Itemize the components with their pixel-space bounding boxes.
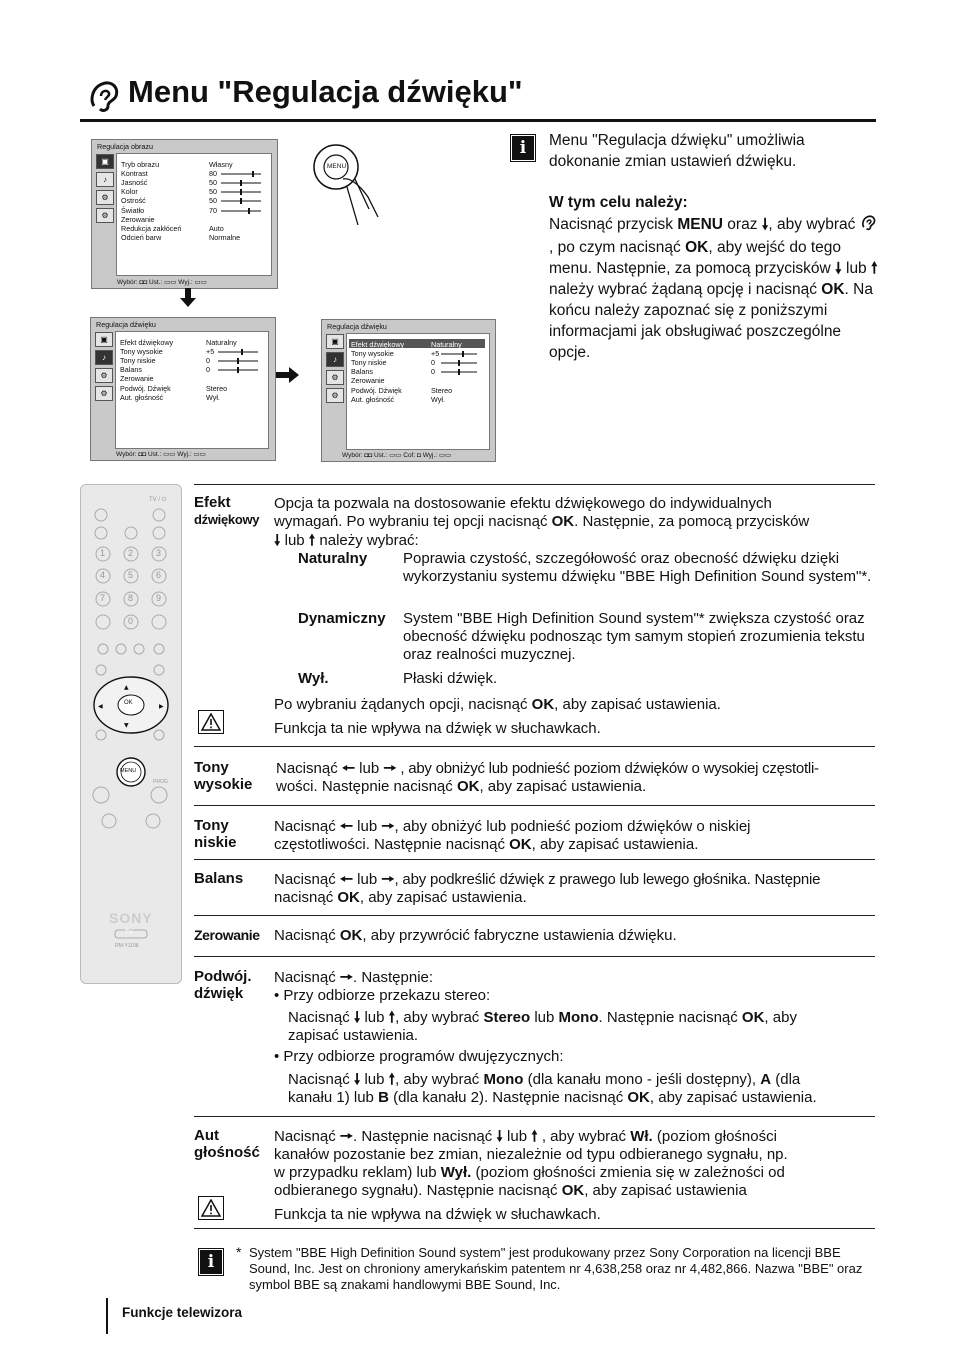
footnote-star: *	[236, 1244, 242, 1260]
menu-row-label[interactable]: Podwój. Dźwięk	[120, 383, 171, 393]
page-title: Menu "Regulacja dźwięku"	[128, 74, 523, 109]
picture-menu-icon: ▣	[96, 154, 114, 169]
dynamiczny-text: System "BBE High Definition Sound system"* zwiększa czystość oraz obecność dźwięku podnosząc tym samym stopień zrozumienia tekstu oraz realności muzycznej.	[403, 610, 865, 663]
screen-title: Regulacja obrazu	[97, 142, 153, 151]
remote-number-key[interactable]: 0	[128, 616, 134, 626]
menu-row-label[interactable]: Światło	[121, 205, 145, 215]
menu-row-level-marker	[237, 358, 239, 364]
menu-row-value: 0	[206, 365, 210, 375]
down-arrow-icon: 🠗	[496, 1127, 503, 1145]
svg-text:▶: ▶	[159, 703, 164, 710]
intro-text	[549, 130, 879, 363]
remote-number-key[interactable]: 6	[156, 570, 162, 580]
menu-row-value: Własny	[209, 160, 233, 169]
menu-row-label[interactable]: Efekt dźwiękowy	[120, 338, 174, 347]
menu-row-value: 50	[209, 178, 217, 188]
down-arrow-icon: 🠗	[353, 1070, 361, 1088]
ear-icon	[86, 76, 124, 119]
section-divider	[194, 859, 875, 860]
sound-menu-icon: ♪	[326, 352, 344, 367]
menu-row-value: 0	[431, 367, 435, 377]
menu-row-label[interactable]: Jasność	[121, 178, 148, 188]
right-arrow-icon: 🠖	[383, 759, 397, 777]
section-divider	[194, 915, 875, 916]
menu-row-value: Auto	[209, 223, 224, 233]
menu-row-level-bar	[218, 351, 258, 353]
section-divider	[194, 1116, 875, 1117]
down-arrow-icon: 🠗	[274, 531, 281, 549]
menu-row-level-bar	[221, 173, 261, 175]
podwoj-bilingual-text: Nacisnąć 🠗 lub 🠕, aby wybrać Mono (dla kanału mono - jeśli dostępny), A (dla kanału 1) lub B (dla kanału 2). Następnie nacisnąć OK, aby zapisać ustawienia.	[288, 1070, 817, 1106]
naturalny-text: Poprawia czystość, szczegółowość oraz obecność dźwięku dzięki wykorzystaniu systemu dźwięku "BBE High Definition Sound system"*.	[403, 550, 872, 585]
screen-icons	[96, 154, 114, 226]
dynamiczny-label: Dynamiczny	[298, 610, 386, 627]
menu-row-level-marker	[248, 208, 250, 214]
menu-row-level-marker	[458, 369, 460, 375]
picture-menu-icon: ▣	[95, 332, 113, 347]
info-icon: i	[510, 134, 536, 162]
remote-menu-button[interactable]: MENU	[120, 768, 137, 774]
menu-row-level-bar	[221, 210, 261, 212]
menu-row-value: 0	[206, 356, 210, 366]
down-arrow-icon: 🠗	[835, 259, 842, 277]
efekt-description: Opcja ta pozwala na dostosowanie efektu dźwiękowego do indywidualnych	[274, 495, 772, 512]
menu-button-illustration	[303, 139, 393, 229]
menu-row-label[interactable]: Balans	[120, 365, 142, 375]
menu-row-label[interactable]: Podwój. Dźwięk	[351, 385, 402, 395]
efekt-description-2: wymagań. Po wybraniu tej opcji nacisnąć OK. Następnie, za pomocą przycisków	[274, 513, 810, 530]
menu-row-label[interactable]: Redukcja zakłóceń	[121, 223, 182, 233]
warning-icon	[198, 1196, 224, 1220]
menu-row-level-marker	[462, 351, 464, 357]
screen-panel	[116, 153, 272, 276]
zerowanie-text: Nacisnąć OK, aby przywrócić fabryczne ustawienia dźwięku.	[274, 927, 677, 944]
picture-menu-icon: ▣	[326, 334, 344, 349]
screen-footer: Wybór: ◘◘ Ust.: ▭▭ Wyj.: ▭▭	[117, 279, 207, 286]
remote-number-key[interactable]: 9	[156, 593, 162, 603]
svg-text:▼: ▼	[124, 722, 129, 729]
menu-row-value: Naturalny	[206, 338, 237, 347]
zerowanie-label: Zerowanie	[194, 927, 260, 943]
remote-tv-power-label: TV / ⏻	[149, 497, 167, 503]
svg-text:▲: ▲	[124, 684, 129, 691]
setup-menu-icon: ⚙	[326, 388, 344, 403]
menu-row-value: 80	[209, 169, 217, 179]
right-arrow-icon: 🠖	[381, 870, 395, 888]
efekt-label: Efekt dźwiękowy	[194, 494, 260, 527]
podwoj-text: Nacisnąć 🠖. Następnie: • Przy odbiorze przekazu stereo:	[274, 968, 491, 1004]
menu-row-label[interactable]: Aut. głośność	[351, 394, 395, 404]
menu-row-level-marker	[240, 189, 242, 195]
up-arrow-icon: 🠕	[531, 1127, 538, 1145]
menu-row-label[interactable]: Kontrast	[121, 169, 148, 179]
aut-warning: Funkcja ta nie wpływa na dźwięk w słuchawkach.	[274, 1206, 601, 1223]
aut-label: Aut głośność	[194, 1127, 260, 1161]
sound-settings-screen	[90, 317, 276, 461]
remote-model: RM-Y1108	[115, 943, 139, 949]
menu-row-level-bar	[441, 353, 477, 355]
features-menu-icon: ⚙	[326, 370, 344, 385]
menu-row-label[interactable]: Tony wysokie	[351, 349, 394, 359]
right-arrow-icon: 🠖	[339, 968, 353, 986]
info-icon: i	[198, 1248, 224, 1276]
right-arrow-icon	[276, 366, 300, 389]
podwoj-label: Podwój. dźwięk	[194, 968, 252, 1002]
podwoj-stereo-text: Nacisnąć 🠗 lub 🠕, aby wybrać Stereo lub Mono. Następnie nacisnąć OK, aby zapisać ustawienia.	[288, 1008, 797, 1044]
menu-row-label[interactable]: Zerowanie	[351, 376, 385, 386]
tony-niskie-label: Tony niskie	[194, 817, 237, 851]
remote-number-key[interactable]: 7	[100, 593, 106, 603]
menu-row-label[interactable]: Tony niskie	[120, 356, 156, 366]
sound-menu-icon: ♪	[96, 172, 114, 187]
efekt-warning: Funkcja ta nie wpływa na dźwięk w słuchawkach.	[274, 720, 601, 737]
svg-text:◀: ◀	[98, 703, 103, 710]
menu-row-level-marker	[252, 171, 254, 177]
right-arrow-icon: 🠖	[381, 817, 395, 835]
screen-panel	[115, 331, 269, 449]
down-arrow-icon: 🠗	[353, 1008, 361, 1026]
wyl-label: Wył.	[298, 670, 329, 687]
menu-row-label[interactable]: Efekt dźwiękowy	[351, 340, 405, 349]
up-arrow-icon: 🠕	[388, 1070, 396, 1088]
remote-control	[80, 484, 182, 984]
down-arrow-icon	[179, 288, 197, 313]
setup-menu-icon: ⚙	[96, 208, 114, 223]
remote-number-key[interactable]: 1	[100, 548, 106, 558]
warning-icon	[198, 710, 224, 734]
menu-row-level-marker	[241, 349, 243, 355]
screen-footer: Wybór: ◘◘ Ust.: ▭▭ Cof: ◘ Wyj.: ▭▭	[342, 452, 452, 459]
left-arrow-icon: 🠔	[339, 817, 353, 835]
section-divider	[194, 746, 875, 747]
left-arrow-icon: 🠔	[341, 759, 355, 777]
menu-row-value: Stereo	[431, 385, 453, 395]
right-arrow-icon: 🠖	[339, 1127, 353, 1145]
screen-title: Regulacja dźwięku	[96, 320, 156, 329]
menu-button-label: MENU	[327, 163, 347, 170]
sound-settings-screen-selected	[321, 319, 496, 462]
intro-heading: W tym celu należy:	[549, 194, 688, 211]
menu-row-value: 0	[431, 358, 435, 368]
picture-settings-screen	[91, 139, 278, 289]
menu-row-value: Wył.	[431, 394, 445, 404]
menu-row-value: Naturalny	[431, 340, 462, 349]
menu-row-value: 50	[209, 187, 217, 197]
menu-row-label[interactable]: Kolor	[121, 187, 138, 197]
up-arrow-icon: 🠕	[871, 259, 878, 277]
ear-icon	[860, 213, 878, 237]
section-divider	[194, 484, 875, 485]
sound-menu-icon: ♪	[95, 350, 113, 365]
balans-text: Nacisnąć 🠔 lub 🠖, aby podkreślić dźwięk z prawego lub lewego głośnika. Następnie nacisnąć OK, aby zapisać ustawienia.	[274, 870, 821, 906]
tony-niskie-text: Nacisnąć 🠔 lub 🠖, aby obniżyć lub podnieść poziom dźwięków o niskiej częstotliwości. Następnie nacisnąć OK, aby zapisać ustawienia.	[274, 817, 751, 853]
menu-row-label[interactable]: Tony wysokie	[120, 347, 163, 357]
menu-row-level-marker	[458, 360, 460, 366]
screen-title: Regulacja dźwięku	[327, 322, 387, 331]
menu-row-value: Wył.	[206, 392, 220, 402]
efekt-after: Po wybraniu żądanych opcji, nacisnąć OK, aby zapisać ustawienia.	[274, 696, 721, 713]
menu-row-level-marker	[240, 198, 242, 204]
section-divider	[194, 1228, 875, 1229]
page-footer: Funkcje telewizora	[122, 1305, 243, 1320]
wyl-text: Płaski dźwięk.	[403, 670, 498, 687]
setup-menu-icon: ⚙	[95, 386, 113, 401]
section-divider	[194, 805, 875, 806]
menu-row-label[interactable]: Ostrość	[121, 196, 146, 206]
intro-paragraph: Menu "Regulacja dźwięku" umożliwia dokonanie zmian ustawień dźwięku.	[549, 132, 805, 170]
footer-bar	[106, 1298, 108, 1334]
naturalny-label: Naturalny	[298, 550, 368, 567]
aut-text: Nacisnąć 🠖. Następnie nacisnąć 🠗 lub 🠕 , aby wybrać Wł. (poziom głośności kanałów pozostanie bez zmian, niezależnie od typu odbieranego sygnału, np. w przypadku reklam) lub Wył. (poziom głośności zmienia się w zależności od odbieranego sygnału). Następnie nacisnąć OK, aby zapisać ustawienia	[274, 1127, 788, 1199]
down-arrow-icon: 🠗	[761, 215, 769, 234]
remote-number-key[interactable]: 4	[100, 570, 106, 580]
menu-row-value: 70	[209, 205, 217, 215]
up-arrow-icon: 🠕	[388, 1008, 396, 1026]
intro-instructions: Nacisnąć przycisk MENU oraz 🠗, aby wybrać , po czym nacisnąć OK, aby wejść do tego menu. Następnie, za pomocą przycisków 🠗 lub 🠕 należy wybrać żądaną opcję i nacisnąć OK. Na końcu należy zapoznać się z poniższymi informacjami jak obsługiwać poszczególne opcje.	[549, 213, 879, 363]
remote-number-key[interactable]: 8	[128, 593, 134, 603]
remote-tv-badge: TV	[125, 930, 133, 936]
menu-row-value: Normalne	[209, 232, 241, 242]
menu-row-label[interactable]: Zerowanie	[120, 374, 154, 384]
podwoj-bullet2: • Przy odbiorze programów dwujęzycznych:	[274, 1048, 564, 1065]
efekt-description-3: 🠗 lub 🠕 należy wybrać:	[274, 531, 419, 549]
screen-panel	[346, 333, 490, 450]
menu-row-level-marker	[237, 367, 239, 373]
tony-wysokie-label: Tony wysokie	[194, 759, 253, 793]
up-arrow-icon: 🠕	[308, 531, 316, 549]
balans-label: Balans	[194, 870, 244, 887]
footnote-text: System "BBE High Definition Sound system" jest produkowany przez Sony Corporation na licencji BBE Sound, Inc. Jest on chroniony amerykańskim patentem nr 4,638,258 oraz nr 4,482,866. Nazwa "BBE" oraz symbol BBE są znakami handlowymi BBE Sound, Inc.	[249, 1245, 863, 1292]
remote-number-key[interactable]: 5	[128, 570, 134, 580]
menu-row-label[interactable]: Balans	[351, 367, 373, 377]
tony-wysokie-text: Nacisnąć 🠔 lub 🠖 , aby obniżyć lub podnieść poziom dźwięków o wysokiej częstotli- wości. Następnie nacisnąć OK, aby zapisać ustawienia.	[276, 759, 819, 795]
menu-row-label[interactable]: Zerowanie	[121, 214, 155, 224]
features-menu-icon: ⚙	[95, 368, 113, 383]
section-divider	[194, 956, 875, 957]
remote-ok-button[interactable]: OK	[124, 700, 133, 706]
menu-row-label[interactable]: Aut. głośność	[120, 392, 164, 402]
menu-row-value: 50	[209, 196, 217, 206]
menu-row-label[interactable]: Odcień barw	[121, 232, 162, 242]
menu-row-value: Stereo	[206, 383, 228, 393]
title-divider	[80, 119, 876, 122]
menu-row-value: +5	[431, 349, 440, 359]
remote-brand: SONY	[109, 910, 153, 926]
remote-number-key[interactable]: 2	[128, 548, 134, 558]
menu-row-label[interactable]: Tryb obrazu	[121, 160, 160, 169]
remote-number-key[interactable]: 3	[156, 548, 162, 558]
menu-row-label[interactable]: Tony niskie	[351, 358, 387, 368]
screen-footer: Wybór: ◘◘ Ust.: ▭▭ Wyj.: ▭▭	[116, 451, 206, 458]
remote-prog-label: PROG	[153, 779, 168, 785]
left-arrow-icon: 🠔	[339, 870, 353, 888]
features-menu-icon: ⚙	[96, 190, 114, 205]
menu-row-value: +5	[206, 347, 215, 357]
menu-row-level-marker	[240, 180, 242, 186]
